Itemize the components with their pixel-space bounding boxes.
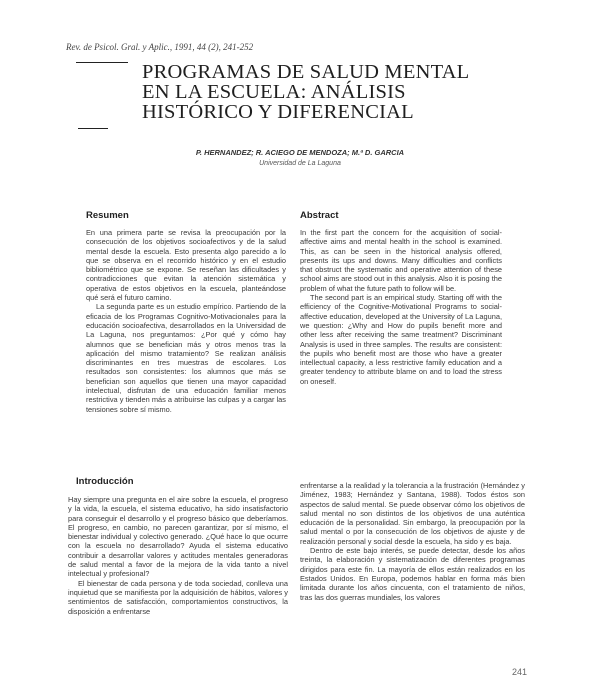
resumen-body — [86, 228, 286, 414]
affiliation: Universidad de La Laguna — [259, 160, 341, 167]
page-number: 241 — [512, 667, 528, 677]
introduccion-paragraph: Hay siempre una pregunta en el aire sobre la escuela, el progreso y la vida, la escuela, el sistema educativo, ha sido insatisfactorio para conseguir el desarrollo y el progreso básico que deberíamos. El progreso, en cambio, no parecen garantizar, por sí mismo, el bienestar individual y colectivo generado. ¿Qué hace lo que ocurre con la escuela no desarrollado? Ayuda el sistema educativo contribuir a desarrollar valores y actitudes mentales generadoras de salud mental a favor de la mejora de la vida tanto a nivel intelectual y profesional? — [68, 495, 288, 579]
resumen-paragraph: La segunda parte es un estudio empírico. Partiendo de la eficacia de los Programas Cognitivo-Motivacionales para la educación socioafectiva, desarrollados en la Universidad de La Laguna, nos preguntamos: ¿Por qué y cómo hay alumnos que se benefician más y otros menos tras la aplicación del mismo tratamiento? Se realizan análisis discriminantes en tres muestras de escolares. Los resultados son consistentes: los alumnos que más se benefician son aquellos que tienen una mayor capacidad intelectual, disfrutan de una educación familiar menos restrictiva y tienden más a atribuirse las culpas y a cargar las tensiones sobre sí mismo. — [86, 302, 286, 414]
abstract-heading: Abstract — [300, 210, 339, 221]
authors: P. HERNANDEZ; R. ACIEGO DE MENDOZA; M.ª D. GARCIA — [195, 148, 405, 157]
resumen-paragraph: En una primera parte se revisa la preocupación por la consecución de los objetivos socioafectivos y de la salud mental desde la escuela. Esto presenta algo parecido a lo que se observa en el recorrido histórico y en el estudio bibliométrico que se expone. Se reseñan las dificultades y contradicciones que evitan la atención sistemática y operativa de estos objetivos en la escuela, planteándose qué será el futuro camino. — [86, 228, 286, 303]
title-line: PROGRAMAS DE SALUD MENTAL — [142, 61, 470, 83]
introduccion-paragraph: Dentro de este bajo interés, se puede detectar, desde los años treinta, la elaboración y sistematización de diferentes programas dirigidos para este fin. La mayoría de ellos están realizados en los Estados Unidos. En Europa, podemos hablar en forma más bien limitada durante los años cincuenta, con el tratamiento de niños, tras las dos guerras mundiales, los valores — [300, 546, 525, 602]
abstract-paragraph: In the first part the concern for the acquisition of social-affective aims and mental health in the school is examined. This, as can be seen in the historical analysis offered, presents its ups and downs. Many difficulties and conflicts that obstruct the systematic and operative attention of these school aims are stood out in this analysis. Also it is posing the problem of what the future path to follow will be. — [300, 228, 502, 293]
abstract-paragraph: The second part is an empirical study. Starting off with the efficiency of the Cognitive-Motivational Programs to social-affective education, developed at the University of La Laguna, we question: ¿Why and How do pupils benefit more and other less after receiving the same treatment? Discriminant Analysis is used in three samples. The results are consistent: the pupils who benefit most are those who have a greater intellectual capacity, a less restrictive family education and a greater tendency to attribute blame on and to load the stress on oneself. — [300, 293, 503, 386]
abstract-body — [300, 228, 502, 386]
introduccion-left-body — [68, 495, 288, 616]
title-line: EN LA ESCUELA: ANÁLISIS — [142, 81, 406, 103]
title-line: HISTÓRICO Y DIFERENCIAL — [142, 101, 414, 123]
journal-reference: Rev. de Psicol. Gral. y Aplic., 1991, 44 (2), 241-252 — [66, 42, 254, 52]
top-rule — [76, 62, 128, 63]
bottom-rule — [78, 128, 108, 129]
introduccion-paragraph: El bienestar de cada persona y de toda sociedad, conlleva una inquietud que se manifiesta por la adquisición de hábitos, valores y sentimientos de satisfacción, comportamientos constructivos, la disposición a enfrentarse — [68, 578, 288, 616]
resumen-heading: Resumen — [86, 210, 129, 221]
article-title — [142, 62, 542, 122]
introduccion-paragraph: enfrentarse a la realidad y la tolerancia a la frustración (Hernández y Jiménez, 1983; Hernández y Santana, 1988). Todos éstos son aspectos de salud mental. Se puede observar cómo los objetivos de salud mental no son distintos de los objetivos de una auténtica educación de la personalidad. Sin embargo, la preocupación por la salud mental o por la consecución de los objetivos de ajuste y de realización personal y social desde la escuela, ha sido y es baja. — [300, 481, 525, 546]
introduccion-heading: Introducción — [76, 476, 134, 487]
introduccion-right-body — [300, 481, 525, 602]
